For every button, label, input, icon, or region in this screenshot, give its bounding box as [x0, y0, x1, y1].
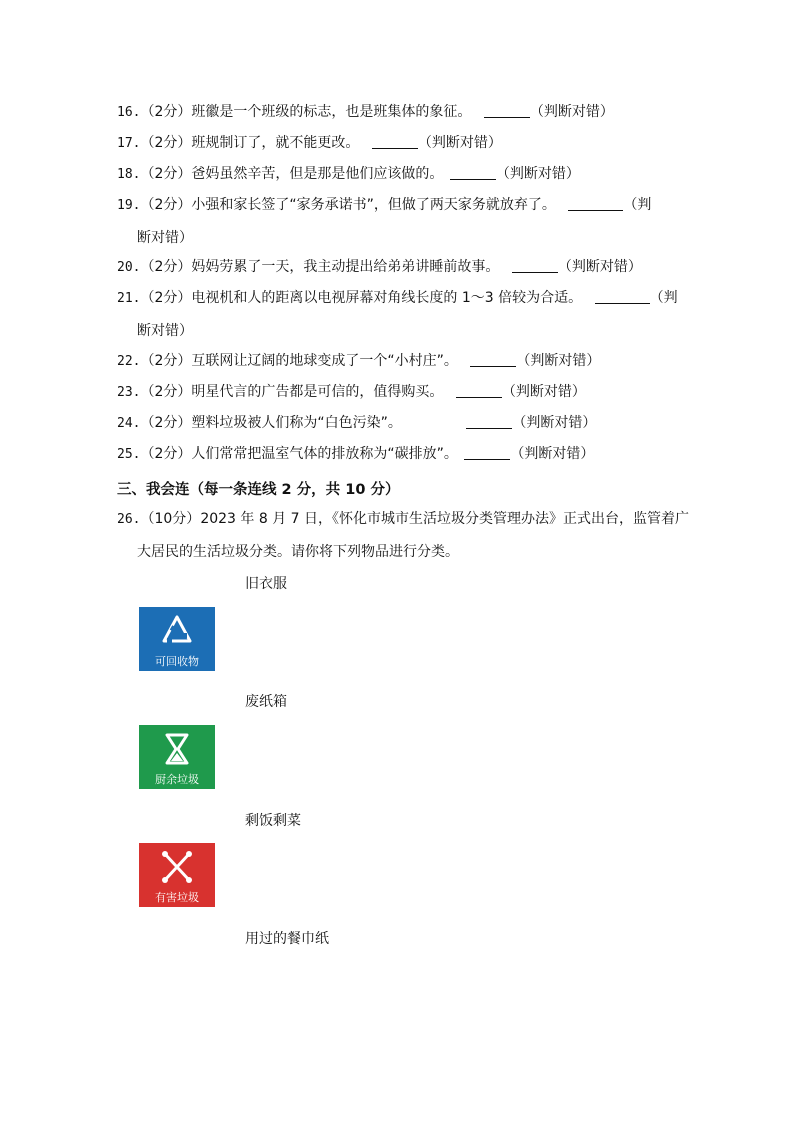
hazardous-waste-bin[interactable]	[139, 843, 215, 907]
question-19: 19.（2分）小强和家长签了“家务承诺书”，但做了两天家务就放弃了。 （判	[117, 197, 652, 213]
answer-blank[interactable]	[512, 258, 558, 273]
hazard-cross-icon	[157, 848, 197, 888]
hourglass-icon	[157, 730, 197, 770]
question-26: 26.（10分）2023 年 8 月 7 日，《怀化市城市生活垃圾分类管理办法》正式出台，监管着广	[117, 511, 690, 527]
answer-blank[interactable]	[464, 445, 510, 460]
question-21: 21.（2分）电视机和人的距离以电视屏幕对角线长度的 1～3 倍较为合适。 （判	[117, 290, 678, 306]
question-23: 23.（2分）明星代言的广告都是可信的，值得购买。 （判断对错）	[117, 384, 586, 400]
answer-blank[interactable]	[456, 383, 502, 398]
item-leftover-food[interactable]: 剩饭剩菜	[245, 813, 301, 829]
answer-blank[interactable]	[372, 134, 418, 149]
question-24: 24.（2分）塑料垃圾被人们称为“白色污染”。 （判断对错）	[117, 415, 597, 431]
recycle-icon	[157, 612, 197, 652]
question-25: 25.（2分）人们常常把温室气体的排放称为“碳排放”。 （判断对错）	[117, 446, 595, 462]
item-cardboard-box[interactable]: 废纸箱	[245, 694, 287, 710]
recyclable-bin[interactable]	[139, 607, 215, 671]
answer-blank[interactable]	[450, 165, 496, 180]
item-used-napkin[interactable]: 用过的餐巾纸	[245, 931, 329, 947]
question-18: 18.（2分）爸妈虽然辛苦，但是那是他们应该做的。 （判断对错）	[117, 166, 580, 182]
bin-label: 有害垃圾	[155, 891, 199, 904]
answer-blank[interactable]	[470, 352, 516, 367]
answer-blank[interactable]	[568, 196, 623, 211]
bin-label: 可回收物	[155, 655, 199, 668]
question-16: 16.（2分）班徽是一个班级的标志，也是班集体的象征。 （判断对错）	[117, 104, 614, 120]
item-old-clothes[interactable]: 旧衣服	[245, 576, 287, 592]
bin-label: 厨余垃圾	[155, 773, 199, 786]
question-21-continuation: 断对错）	[137, 323, 193, 339]
question-20: 20.（2分）妈妈劳累了一天，我主动提出给弟弟讲睡前故事。 （判断对错）	[117, 259, 642, 275]
question-19-continuation: 断对错）	[137, 230, 193, 246]
question-22: 22.（2分）互联网让辽阔的地球变成了一个“小村庄”。 （判断对错）	[117, 353, 601, 369]
kitchen-waste-bin[interactable]	[139, 725, 215, 789]
answer-blank[interactable]	[595, 289, 650, 304]
answer-blank[interactable]	[484, 103, 530, 118]
answer-blank[interactable]	[466, 414, 512, 429]
question-26-continuation: 大居民的生活垃圾分类。请你将下列物品进行分类。	[137, 544, 459, 560]
section-title: 三、我会连（每一条连线 2 分，共 10 分）	[117, 482, 400, 498]
question-17: 17.（2分）班规制订了，就不能更改。 （判断对错）	[117, 135, 502, 151]
